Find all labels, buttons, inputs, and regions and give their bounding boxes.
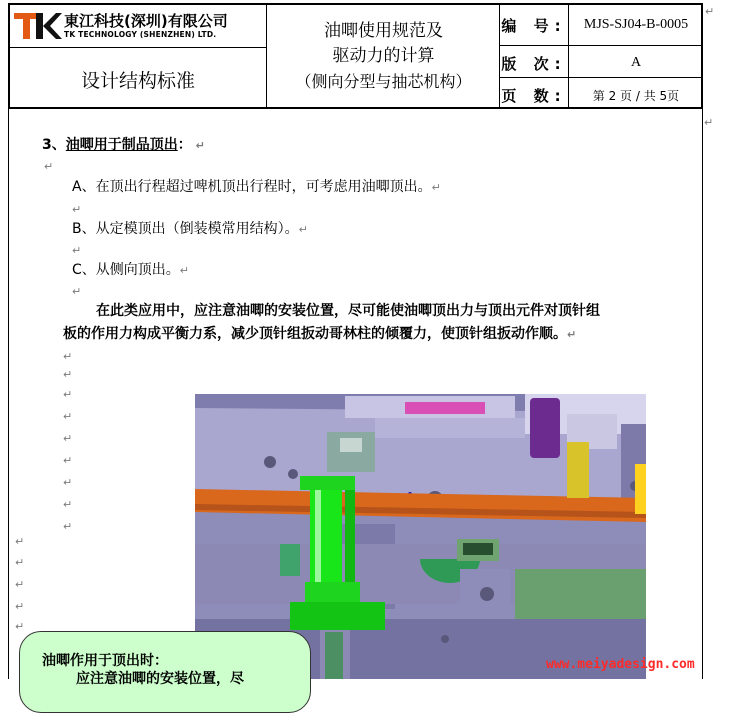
version-label: 版 次: bbox=[501, 54, 567, 73]
paragraph-mark: ↵ bbox=[15, 600, 25, 613]
version-value: A bbox=[630, 55, 642, 70]
paragraph-mark: ↵ bbox=[15, 535, 25, 548]
heading-number: 3、 bbox=[42, 137, 66, 153]
page-label: 页 数: bbox=[501, 86, 567, 105]
paragraph-mark: ↵ bbox=[63, 350, 73, 363]
paragraph-mark: ↵ bbox=[63, 432, 73, 445]
paragraph-mark: ↵ bbox=[72, 285, 82, 298]
paragraph-mark: ↵ bbox=[15, 556, 25, 569]
paragraph-mark: ↵ bbox=[15, 620, 25, 633]
paragraph-mark: ↵ bbox=[63, 410, 73, 423]
heading-text: 油唧用于制品顶出 bbox=[65, 137, 178, 153]
company-logo bbox=[14, 9, 264, 47]
paragraph-mark: ↵ bbox=[63, 454, 73, 467]
section-heading: 3、油唧用于制品顶出： ↵ bbox=[42, 137, 205, 153]
document-title bbox=[267, 5, 500, 109]
paragraph-mark: ↵ bbox=[63, 476, 73, 489]
right-border bbox=[702, 109, 703, 679]
title-line-1: 油唧使用规范及 bbox=[324, 21, 443, 41]
paragraph-mark: ↵ bbox=[63, 368, 73, 381]
callout-line-2: 应注意油唧的安装位置，尽 bbox=[76, 671, 244, 687]
paragraph-mark: ↵ bbox=[63, 520, 73, 533]
paragraph-mark: ↵ bbox=[63, 498, 73, 511]
paragraph-mark: ↵ bbox=[15, 578, 25, 591]
paragraph-mark: ↵ bbox=[705, 5, 715, 18]
website-watermark[interactable]: www.meiyadesign.com bbox=[546, 657, 695, 672]
paragraph-line-1: 在此类应用中，应注意油唧的安装位置，尽可能使油唧顶出力与顶出元件对顶针组 bbox=[96, 303, 600, 319]
paragraph-mark: ↵ bbox=[704, 116, 714, 129]
paragraph-mark: ↵ bbox=[63, 388, 73, 401]
list-item-c: C、从侧向顶出。↵ bbox=[72, 262, 189, 278]
left-border bbox=[8, 109, 9, 679]
standard-name: 设计结构标准 bbox=[80, 69, 195, 92]
company-name-en: TK TECHNOLOGY (SHENZHEN) LTD. bbox=[64, 30, 217, 39]
document-header-table bbox=[8, 3, 703, 109]
paragraph-mark: ↵ bbox=[44, 160, 54, 173]
heading-colon: ： bbox=[177, 137, 192, 153]
paragraph-line-2: 板的作用力构成平衡力系，减少顶针组扳动哥林柱的倾覆力，使顶针组扳动作顺。↵ bbox=[63, 326, 577, 342]
company-name-cn: 東江科技(深圳)有限公司 bbox=[64, 12, 228, 30]
code-label: 编 号: bbox=[501, 16, 567, 35]
title-line-2: 驱动力的计算 bbox=[332, 46, 435, 66]
callout-line-1: 油唧作用于顶出时： bbox=[42, 653, 168, 669]
page-value: 第 2 页 / 共 5页 bbox=[592, 88, 680, 103]
paragraph-mark: ↵ bbox=[72, 244, 82, 257]
list-item-a: A、在顶出行程超过啤机顶出行程时，可考虑用油唧顶出。↵ bbox=[72, 179, 441, 195]
tk-logo-icon bbox=[14, 11, 62, 41]
paragraph-mark: ↵ bbox=[72, 203, 82, 216]
list-item-b: B、从定模顶出（倒装模常用结构）。↵ bbox=[72, 221, 308, 237]
title-line-3: （侧向分型与抽芯机构） bbox=[295, 72, 472, 91]
code-value: MJS-SJ04-B-0005 bbox=[583, 17, 689, 32]
